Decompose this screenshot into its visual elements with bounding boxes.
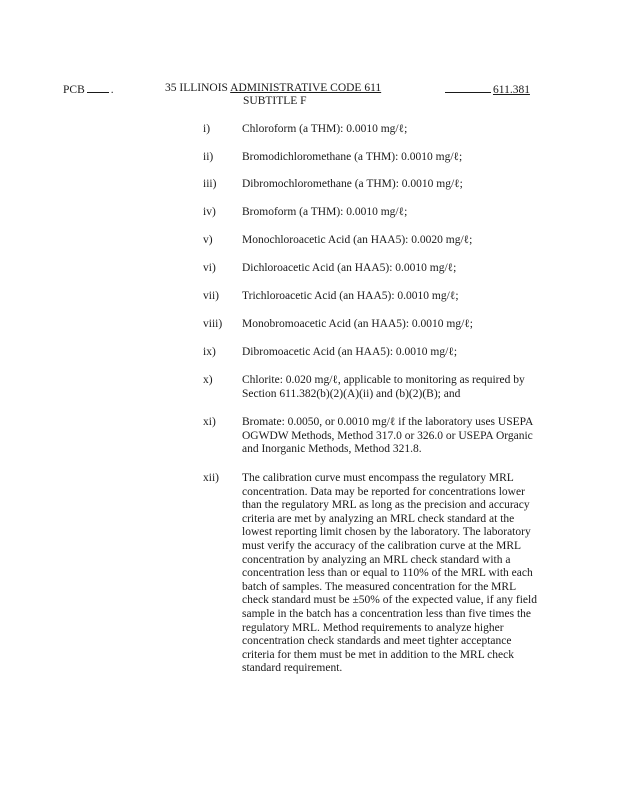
header-right <box>445 82 530 97</box>
list-item <box>203 472 543 676</box>
section-number: 611.381 <box>493 84 530 96</box>
item-number: ix) <box>203 346 216 358</box>
item-number: v) <box>203 234 213 246</box>
header-agency: PCB <box>63 84 85 96</box>
item-number: ii) <box>203 151 214 163</box>
header-left <box>63 82 114 97</box>
item-number: viii) <box>203 318 223 330</box>
header-title-underlined: ADMINISTRATIVE CODE 611 <box>230 82 382 94</box>
item-number: vii) <box>203 290 219 302</box>
item-number: xi) <box>203 416 216 428</box>
list-item <box>203 123 543 137</box>
item-number: xii) <box>203 472 219 484</box>
item-text: Dichloroacetic Acid (an HAA5): 0.0010 mg/ℓ; <box>242 262 457 274</box>
item-text: Chloroform (a THM): 0.0010 mg/ℓ; <box>242 123 408 135</box>
list-item <box>203 151 543 165</box>
list-item <box>203 290 543 304</box>
item-number: iv) <box>203 206 216 218</box>
list-item <box>203 318 543 332</box>
item-number: vi) <box>203 262 216 274</box>
header-left-suffix: . <box>110 84 114 96</box>
item-text: The calibration curve must encompass the regulatory MRL concentration. Data may be reported for concentrations lower than the regulatory MRL as long as the precision and accuracy criteria are met by analyzing an MRL check standard at the lowest reporting limit chosen by the laboratory. The laboratory must verify the accuracy of the calibration curve at the MRL concentration by analyzing an MRL check standard with a concentration less than or equal to 110% of the MRL with each batch of samples. The measured concentration for the MRL check standard must be ±50% of the expected value, if any field sample in the batch has a concentration less than five times the regulatory MRL. Method requirements to analyze higher concentration check standards and meet tighter acceptance criteria for them must be met in addition to the MRL check standard requirement. <box>242 472 537 675</box>
item-text: Monochloroacetic Acid (an HAA5): 0.0020 mg/ℓ; <box>242 234 473 246</box>
header-title-prefix: 35 ILLINOIS <box>165 82 231 94</box>
item-text: Chlorite: 0.020 mg/ℓ, applicable to monitoring as required by Section 611.382(b)(2)(A)(ii) and (b)(2)(B); and <box>242 374 525 400</box>
item-text: Trichloroacetic Acid (an HAA5): 0.0010 mg/ℓ; <box>242 290 459 302</box>
header-left-rule <box>87 82 109 93</box>
item-text: Bromoform (a THM): 0.0010 mg/ℓ; <box>242 206 408 218</box>
item-text: Monobromoacetic Acid (an HAA5): 0.0010 mg/ℓ; <box>242 318 473 330</box>
list-item <box>203 178 543 192</box>
item-number: iii) <box>203 178 217 190</box>
header-title <box>165 82 430 95</box>
item-text: Bromate: 0.0050, or 0.0010 mg/ℓ if the laboratory uses USEPA OGWDW Methods, Method 317.0 or 326.0 or USEPA Organic and Inorganic Methods, Method 321.8. <box>242 416 533 456</box>
list-item <box>203 206 543 220</box>
header-right-rule <box>445 82 491 93</box>
item-number: x) <box>203 374 213 386</box>
header-subtitle: SUBTITLE F <box>243 95 307 107</box>
list-item <box>203 374 543 401</box>
item-number: i) <box>203 123 211 135</box>
list-item <box>203 416 543 457</box>
item-text: Dibromochloromethane (a THM): 0.0010 mg/ℓ; <box>242 178 463 190</box>
list-item <box>203 234 543 248</box>
item-text: Dibromoacetic Acid (an HAA5): 0.0010 mg/ℓ; <box>242 346 458 358</box>
item-text: Bromodichloromethane (a THM): 0.0010 mg/ℓ; <box>242 151 463 163</box>
list-item <box>203 262 543 276</box>
list-item <box>203 346 543 360</box>
